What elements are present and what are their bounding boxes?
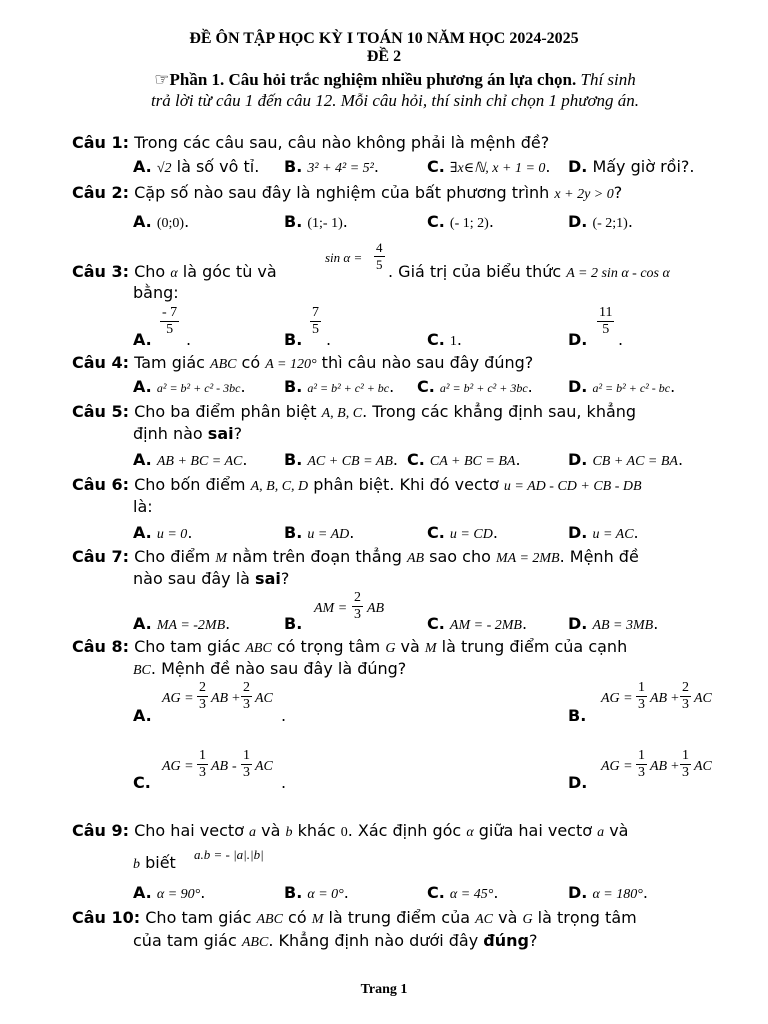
question-3: Câu 3: Cho α là góc tù và [72, 262, 277, 281]
q8-option-d: D. [568, 773, 588, 792]
q9-condition: a.b = - |a|.|b| [194, 847, 264, 862]
question-10-cont: của tam giác ABC. Khẳng định nào dưới đây đúng? [133, 931, 538, 950]
q3-option-a: A. [133, 330, 152, 349]
q6-option-a: A. u = 0. [133, 523, 193, 542]
q3-a-fraction: $\frac{- 7}{5}$ [162, 305, 178, 337]
q9-option-a: A. α = 90°. [133, 883, 206, 902]
question-8: Câu 8: Cho tam giác ABC có trọng tâm G và M là trung điểm của cạnh [72, 637, 628, 656]
q4-option-a: A. a² = b² + c² - 3bc. [133, 377, 246, 396]
q9-option-b: B. α = 0°. [284, 883, 349, 902]
question-5-cont: định nào sai? [133, 424, 243, 443]
part-instruction-2: trả lời từ câu 1 đến câu 12. Mỗi câu hỏi, thí sinh chỉ chọn 1 phương án. [150, 91, 640, 110]
q2-option-a: A. (0;0). [133, 212, 190, 231]
q5-option-c: C. CA + BC = BA. [407, 450, 521, 469]
q4-option-d: D. a² = b² + c² - bc. [568, 377, 676, 396]
q9-option-c: C. α = 45°. [427, 883, 499, 902]
q5-option-a: A. AB + BC = AC. [133, 450, 248, 469]
question-2: Câu 2: Cặp số nào sau đây là nghiệm của bất phương trình x + 2y > 0? [72, 183, 623, 202]
q3-option-d: D. [568, 330, 588, 349]
q1-option-c: C. ∃x∈ℕ, x + 1 = 0. [427, 157, 551, 176]
document-subtitle: ĐỀ 2 [366, 48, 402, 65]
question-10: Câu 10: Cho tam giác ABC có M là trung điểm của AC và G là trọng tâm [72, 908, 637, 927]
q7-b-lhs: AM = [314, 601, 348, 616]
q6-option-c: C. u = CD. [427, 523, 498, 542]
q3-option-c: C. 1. [427, 330, 463, 349]
question-8-cont: BC. Mệnh đề nào sau đây là đúng? [133, 659, 407, 678]
part-heading: Phần 1. Câu hỏi trắc nghiệm nhiều phương án lựa chọn. [169, 70, 577, 89]
q3-sin-fraction: $\frac{4}{5}$ [376, 240, 383, 272]
question-9: Câu 9: Cho hai vectơ a và b khác 0. Xác định góc α giữa hai vectơ a và [72, 821, 629, 840]
question-3-bang: bằng: [133, 283, 179, 302]
page-number: Trang 1 [360, 982, 408, 997]
q3-option-b: B. [284, 330, 303, 349]
question-4: Câu 4: Tam giác ABC có A = 120° thì câu nào sau đây đúng? [72, 353, 534, 372]
q8-option-a: A. [133, 706, 152, 725]
q7-option-a: A. MA = -2MB. [133, 614, 231, 633]
q8-option-c: C. [133, 773, 151, 792]
q4-option-c: C. a² = b² + c² + 3bc. [417, 377, 533, 396]
question-3-cont: . Giá trị của biểu thức A = 2 sin α - cos α [388, 262, 670, 281]
exam-page: ĐỀ ÔN TẬP HỌC KỲ I TOÁN 10 NĂM HỌC 2024-2025 ĐỀ 2 ☞Phần 1. Câu hỏi trắc nghiệm nhiều phương án lựa chọn. Thí sinh trả lời từ câu 1 đến câu 12. Mỗi câu hỏi, thí sinh chỉ chọn 1 phương án. Câu 1: Trong các câu sau, câu nào không phải là mệnh đề? A. √2 là số vô tỉ. B. 3² + 4² = 5². C. ∃x∈ℕ, x + 1 = 0. D. Mấy giờ rồi?. Câu 2: Cặp số nào sau đây là nghiệm của bất phương trình x + 2y > 0? A. (0;0). B. (1;- 1). C. (- 1; 2). D. (- 2;1). Câu 3: Cho α là góc tù và sin α = $\frac{4}{5}$ . Giá trị của biểu thức A = 2 sin α - cos α bằng: A. $\frac{- 7}{5}$ . B. $\frac{7}{5}$ . C. 1. D. $\frac{11}{5}$ . Câu 4: Tam giác ABC có A = 120° thì câu nào sau đây đúng? A. a² = b² + c² - 3bc. B. a² = b² + c² + bc. C. a² = b² + c² + 3bc. D. a² = b² + c² - bc. Câu 5: Cho ba điểm phân biệt A, B, C. Trong các khẳng định sau, khẳng định nào sai? A. AB + BC = AC. B. AC + CB = AB. C. CA + BC = BA. D. CB + AC = BA. Câu 6: Cho bốn điểm A, B, C, D phân biệt. Khi đó vectơ u = AD - CD + CB - DB là: A. u = 0. B. u = AD. C. u = CD. D. u = AC. Câu 7: Cho điểm M nằm trên đoạn thẳng AB sao cho MA = 2MB. Mệnh đề nào sau đây là sai? A. MA = -2MB. B. AM = $\frac{2}{3}$ AB C. AM = - 2MB. D. AB = 3MB. Câu 8: Cho tam giác ABC có trọng tâm G và M là trung điểm của cạnh BC. Mệnh đề nào sau đây là đúng? A. AG = $\frac{2}{3}$ AB + $\frac{2}{3}$ AC . B. AG = $\frac{1}{3}$ AB + $\frac{2}{3}$ AC C. AG = $\frac{1}{3}$ AB - $\frac{1}{3}$ AC . D. AG = $\frac{1}{3}$ AB + $\frac{1}{3}$ AC Câu 9: Cho hai vectơ a và b khác 0. Xác định góc α giữa hai vectơ a và b biết a.b = - |a|.|b| A. α = 90°. B. α = 0°. C. α = 45°. D. α = 180°. Câu 10: Cho tam giác ABC có M là trung điểm của AC và G là trọng tâm của tam giác ABC. Khẳng định nào dưới đây đúng? Trang 1 [0, 0, 768, 1024]
q9-option-d: D. α = 180°. [568, 883, 648, 902]
q3-sin-lhs: sin α = [325, 250, 363, 265]
q7-option-d: D. AB = 3MB. [568, 614, 659, 633]
question-5: Câu 5: Cho ba điểm phân biệt A, B, C. Trong các khẳng định sau, khẳng [72, 402, 637, 421]
q6-option-b: B. u = AD. [284, 523, 355, 542]
question-7-cont: nào sau đây là sai? [133, 569, 290, 588]
q2-option-d: D. (- 2;1). [568, 212, 633, 231]
part-instruction-1: Thí sinh [576, 70, 636, 89]
q5-option-d: D. CB + AC = BA. [568, 450, 684, 469]
q7-option-b: B. [284, 614, 303, 633]
q7-option-c: C. AM = - 2MB. [427, 614, 528, 633]
q3-d-fraction: $\frac{11}{5}$ [599, 305, 613, 337]
q4-option-b: B. a² = b² + c² + bc. [284, 377, 395, 396]
q1-option-d: D. Mấy giờ rồi?. [568, 157, 695, 176]
question-1: Câu 1: Trong các câu sau, câu nào không phải là mệnh đề? [72, 133, 550, 152]
q1-option-a: A. √2 là số vô tỉ. [133, 157, 260, 176]
q2-option-c: C. (- 1; 2). [427, 212, 494, 231]
question-6-cont: là: [133, 497, 153, 516]
q3-b-fraction: $\frac{7}{5}$ [312, 305, 319, 337]
question-6: Câu 6: Cho bốn điểm A, B, C, D phân biệt. Khi đó vectơ u = AD - CD + CB - DB [72, 475, 642, 494]
q7-b-fraction: $\frac{2}{3}$ [354, 590, 361, 622]
q1-option-b: B. 3² + 4² = 5². [284, 157, 379, 176]
part-intro [70, 69, 720, 111]
q8-option-b: B. [568, 706, 587, 725]
document-title: ĐỀ ÔN TẬP HỌC KỲ I TOÁN 10 NĂM HỌC 2024-2025 [189, 30, 579, 47]
q6-option-d: D. u = AC. [568, 523, 639, 542]
q2-option-b: B. (1;- 1). [284, 212, 348, 231]
question-9-cont: b biết [133, 853, 176, 872]
pointing-hand-icon: ☞ [154, 70, 170, 89]
question-7: Câu 7: Cho điểm M nằm trên đoạn thẳng AB sao cho MA = 2MB. Mệnh đề [72, 547, 639, 566]
q7-b-rhs: AB [367, 601, 385, 616]
q5-option-b: B. AC + CB = AB. [284, 450, 398, 469]
